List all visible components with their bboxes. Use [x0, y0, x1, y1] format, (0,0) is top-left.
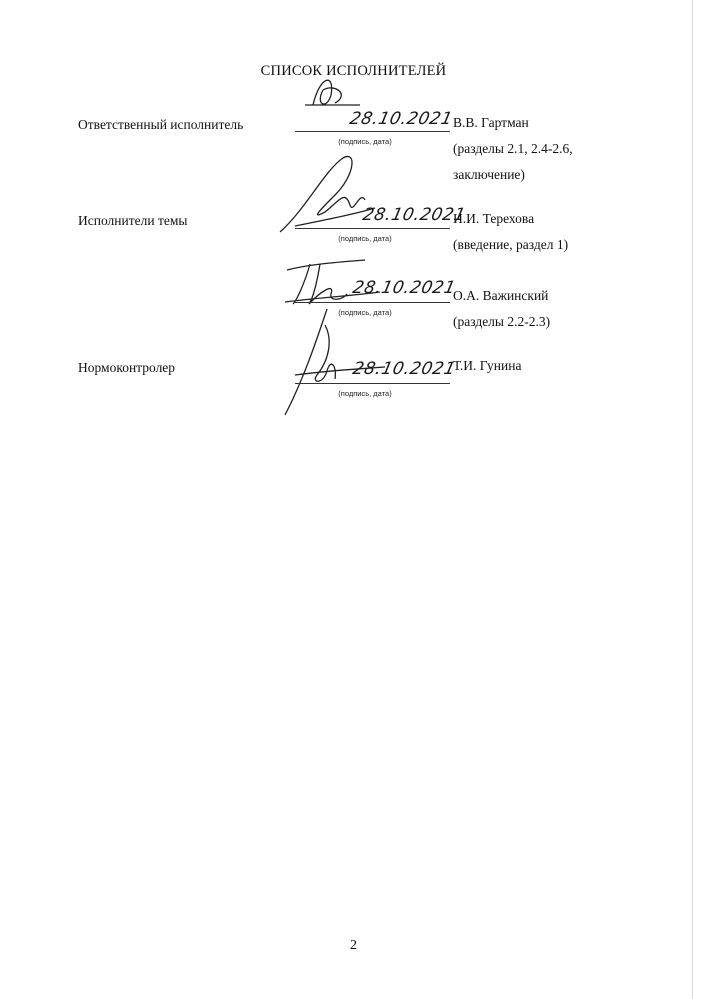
page-title: СПИСОК ИСПОЛНИТЕЛЕЙ [260, 63, 447, 79]
signature-line-3 [295, 302, 450, 303]
signature-caption-3: (подпись, дата) [338, 308, 392, 317]
person-3 [453, 283, 550, 335]
person-4 [453, 353, 521, 379]
page-number: 2 [350, 938, 357, 953]
signature-line-4 [295, 383, 450, 384]
signature-3 [265, 222, 455, 312]
person-details: (разделы 2.2-2.3) [453, 314, 551, 329]
signature-block-4 [265, 345, 458, 405]
person-name: Т.И. Гунина [453, 358, 522, 373]
person-details: заключение) [453, 167, 525, 182]
signature-date-2: 28.10.2021 [360, 205, 468, 225]
person-name: И.И. Терехова [453, 211, 535, 226]
signature-caption-2: (подпись, дата) [338, 234, 392, 243]
person-details: (разделы 2.1, 2.4-2.6, [453, 141, 573, 156]
person-1 [453, 110, 573, 188]
role-norm-controller: Нормоконтролер [78, 360, 176, 375]
person-2 [453, 206, 568, 258]
signature-block-1 [265, 95, 455, 155]
signature-date-3: 28.10.2021 [350, 278, 458, 298]
scan-edge-line [692, 0, 693, 999]
person-name: В.В. Гартман [453, 115, 529, 130]
signature-date-4: 28.10.2021 [350, 359, 458, 379]
role-responsible: Ответственный исполнитель [78, 117, 244, 132]
person-details: (введение, раздел 1) [453, 237, 569, 252]
role-executors: Исполнители темы [78, 213, 188, 228]
signature-line-1 [295, 131, 450, 132]
signature-date-1: 28.10.2021 [347, 109, 455, 129]
signature-caption-1: (подпись, дата) [338, 137, 392, 146]
person-name: О.А. Важинский [453, 288, 549, 303]
signature-caption-4: (подпись, дата) [338, 389, 392, 398]
